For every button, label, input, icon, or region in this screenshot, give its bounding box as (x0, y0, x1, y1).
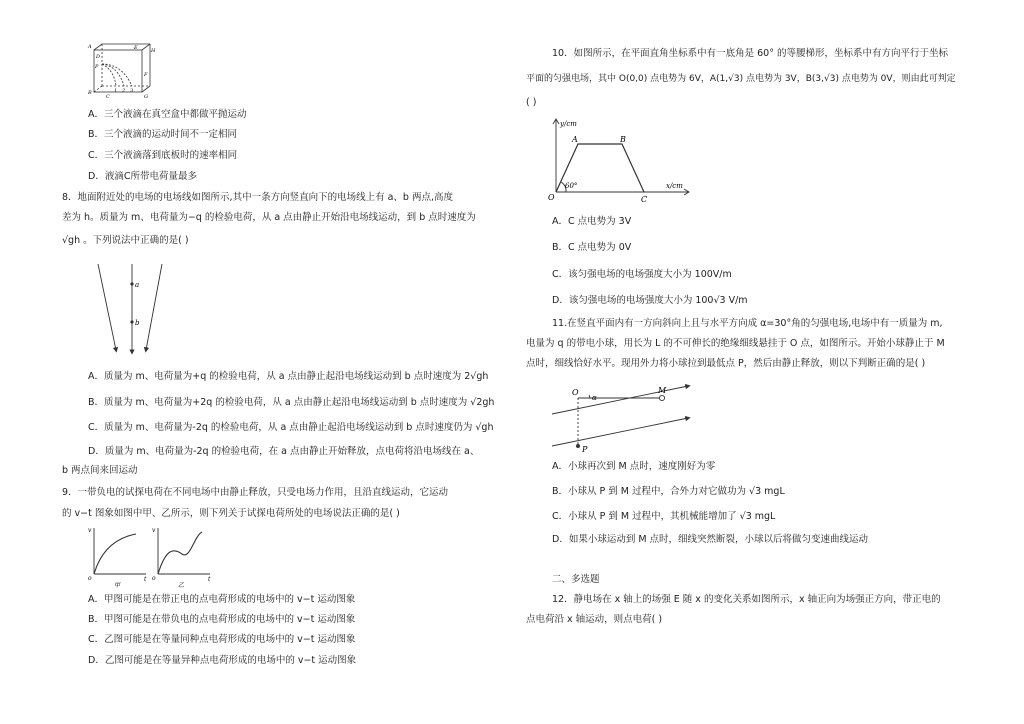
fig7-label: D (96, 54, 101, 60)
q7-option-c: C．三个液滴落到底板时的速率相同 (88, 150, 238, 161)
q8-stem-line: 8．地面附近处的电场的电场线如图所示,其中一条方向竖直向下的电场线上有 a、b 两点,高度 (62, 192, 453, 203)
q10-option-d: D．该匀强电场的电场强度大小为 100√3 V/m (552, 295, 748, 306)
q11-point-o-label: O (572, 388, 579, 397)
fig7-label: E (134, 45, 138, 51)
q11-point-m-label: M (658, 386, 667, 395)
q9-stem-line: 9．一带负电的试探电荷在不同电场中由静止释放，只受电场力作用，且沿直线运动，它运动 (62, 487, 449, 498)
q9-yi-caption: 乙 (178, 582, 185, 589)
q9-jia-o-label: o (88, 575, 92, 582)
q10-option-c: C．该匀强电场的电场强度大小为 100V/m (552, 269, 732, 280)
q9-graph-jia (88, 524, 150, 588)
q7-option-b: B．三个液滴的运动时间不一定相同 (88, 129, 238, 140)
q11-option-b: B．小球从 P 到 M 过程中，合外力对它做功为 √3 mgL (552, 486, 785, 497)
q8-option-d-cont: b 两点间来回运动 (62, 465, 138, 476)
fig7-label: G (144, 94, 148, 100)
q8-point-a-label: a (135, 281, 140, 289)
fig7-label: A (88, 44, 92, 50)
q10-y-axis-label: y/cm (560, 120, 577, 128)
fig7-label: 2 (122, 88, 126, 94)
q8-option-a: A．质量为 m、电荷量为+q 的检验电荷，从 a 点由静止起沿电场线运动到 b 点时速度为 2√gh (88, 371, 489, 382)
q8-option-c: C．质量为 m、电荷量为-2q 的检验电荷，从 a 点由静止起沿电场线运动到 b 点时速度仍为 √gh (88, 422, 494, 433)
q7-box-figure (88, 42, 158, 98)
q8-option-b: B．质量为 m、电荷量为+2q 的检验电荷，从 a 点由静止起沿电场线运动到 b 点时速度为 √2gh (88, 397, 495, 408)
fig7-label: P (95, 64, 99, 70)
q11-alpha-label: α (592, 394, 597, 402)
fig7-label: B (88, 90, 92, 96)
q11-option-c: C．小球从 P 到 M 过程中，其机械能增加了 √3 mgL (552, 511, 776, 522)
q11-stem-line: 电量为 q 的带电小球，用长为 L 的不可伸长的绝缘细线悬挂于 O 点，如图所示。开始小球静止于 M (526, 338, 945, 349)
q9-graph-yi (152, 524, 214, 588)
q9-option-a: A．甲图可能是在带正电的点电荷形成的电场中的 v−t 运动图象 (88, 594, 356, 605)
q11-stem-line: 11.在竖直平面内有一方向斜向上且与水平方向成 α=30°角的匀强电场,电场中有一质量为 m, (552, 318, 943, 329)
q9-option-c: C．乙图可能是在等量同种点电荷形成的电场中的 v−t 运动图象 (88, 634, 356, 645)
q8-field-lines-figure (96, 262, 176, 360)
q10-stem-line: 10．如图所示，在平面直角坐标系中有一底角是 60° 的等腰梯形，坐标系中有方向平行于坐标 (552, 48, 948, 59)
q9-yi-v-label: v (152, 527, 156, 534)
q8-option-d: D．质量为 m、电荷量为-2q 的检验电荷，在 a 点由静止开始释放，点电荷将沿电场线在 a、 (88, 446, 480, 457)
q10-origin-label: O (548, 193, 555, 202)
q11-stem-line: 点时，细线恰好水平。现用外力将小球拉到最低点 P，然后由静止释放，则以下判断正确的是( ) (526, 358, 926, 369)
fig7-label: F (144, 72, 148, 78)
q10-point-b-label: B (620, 135, 626, 144)
q11-option-d: D．如果小球运动到 M 点时，细线突然断裂，小球以后将做匀变速曲线运动 (552, 534, 869, 545)
q9-option-b: B．甲图可能是在带负电的点电荷形成的电场中的 v−t 运动图象 (88, 614, 356, 625)
q11-pendulum-figure (548, 384, 698, 456)
q10-x-axis-label: x/cm (666, 182, 683, 190)
q8-point-b-label: b (135, 319, 140, 327)
q8-stem-line: 差为 h。质量为 m、电荷量为−q 的检验电荷，从 a 点由静止开始沿电场线运动，到 b 点时速度为 (62, 212, 476, 223)
q12-stem-line: 12．静电场在 x 轴上的场强 E 随 x 的变化关系如图所示，x 轴正向为场强正方向，带正电的 (552, 594, 941, 605)
q7-option-a: A．三个液滴在真空盒中都做平抛运动 (88, 109, 247, 120)
q9-yi-t-label: t (208, 576, 211, 583)
q10-trapezoid-figure (548, 116, 698, 204)
q9-jia-caption: 甲 (114, 582, 121, 589)
q12-stem-line: 点电荷沿 x 轴运动，则点电荷( ) (526, 614, 663, 625)
q10-angle-label: 60° (565, 182, 578, 190)
q9-jia-t-label: t (144, 576, 147, 583)
q10-option-a: A．C 点电势为 3V (552, 216, 632, 227)
q11-point-p-label: P (582, 445, 588, 454)
fig7-label: 3 (130, 88, 134, 94)
q10-point-c-label: C (641, 195, 648, 204)
q7-option-d: D．液滴C所带电荷量最多 (88, 171, 197, 182)
fig7-label: C (106, 94, 110, 100)
section-title-multi-choice: 二、多选题 (552, 574, 600, 585)
fig7-label: 1 (114, 88, 118, 94)
q11-option-a: A．小球再次到 M 点时，速度刚好为零 (552, 461, 716, 472)
q9-yi-o-label: o (152, 575, 156, 582)
q10-stem-line: ( ) (526, 97, 537, 108)
q10-point-a-label: A (572, 135, 578, 144)
q10-stem-line: 平面的匀强电场，其中 O(0,0) 点电势为 6V，A(1,√3) 点电势为 3V，B(3,√3) 点电势为 0V，则由此可判定 (526, 74, 956, 84)
q10-option-b: B．C 点电势为 0V (552, 242, 632, 253)
fig7-label: H (151, 48, 156, 54)
q8-stem-line: √gh 。下列说法中正确的是( ) (62, 235, 189, 246)
q9-jia-v-label: v (88, 527, 92, 534)
q9-option-d: D．乙图可能是在等量异种点电荷形成的电场中的 v−t 运动图象 (88, 655, 357, 666)
q9-stem-line: 的 v−t 图象如图中甲、乙所示，则下列关于试探电荷所处的电场说法正确的是( ) (62, 508, 400, 519)
